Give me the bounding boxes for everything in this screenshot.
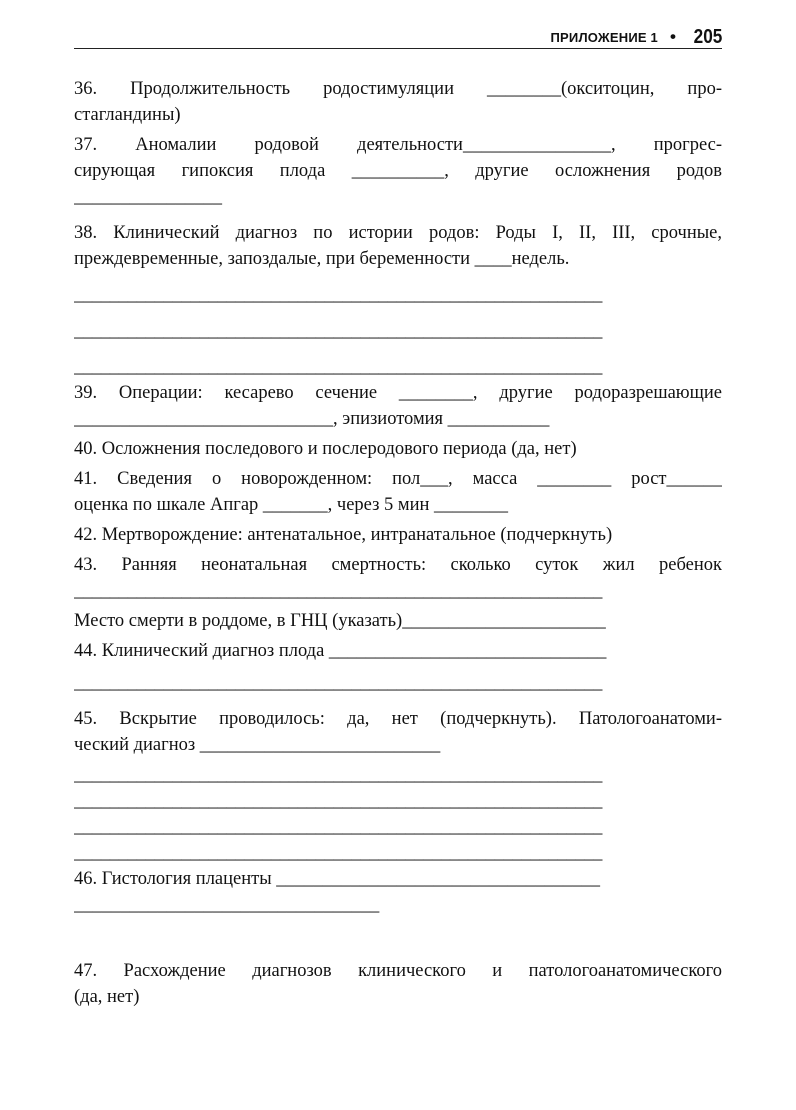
item-37-blank: ________________ bbox=[74, 187, 222, 207]
item-45-blank-2: ___________________________________________________________ bbox=[74, 791, 603, 811]
item-47 bbox=[74, 958, 722, 1010]
item-37-line-1: 37. Аномалии родовой деятельности________________, прогрес- bbox=[74, 135, 722, 155]
item-44-line-1: 44. Клинический диагноз плода ______________________________ bbox=[74, 641, 607, 661]
item-37-line-2: сирующая гипоксия плода __________, другие осложнения родов bbox=[74, 161, 722, 181]
item-39-line-2: ____________________________, эпизиотомия ___________ bbox=[74, 409, 550, 429]
item-42 bbox=[74, 522, 722, 548]
item-45-blank-4: ___________________________________________________________ bbox=[74, 843, 603, 863]
running-header bbox=[74, 26, 722, 48]
item-45-line-1: 45. Вскрытие проводилось: да, нет (подчеркнуть). Патологоанатоми- bbox=[74, 709, 722, 729]
item-40 bbox=[74, 436, 722, 462]
item-39 bbox=[74, 380, 722, 432]
item-46 bbox=[74, 866, 722, 918]
item-42-line-1: 42. Мертворождение: антенатальное, интранатальное (подчеркнуть) bbox=[74, 525, 613, 545]
item-45-blank-3: ___________________________________________________________ bbox=[74, 817, 603, 837]
item-45-line-2: ческий диагноз __________________________ bbox=[74, 735, 441, 755]
item-45 bbox=[74, 706, 722, 866]
item-46-line-1: 46. Гистология плаценты ___________________________________ bbox=[74, 869, 601, 889]
item-38-line-2: преждевременные, запоздалые, при беременности ____недель. bbox=[74, 249, 570, 269]
item-43-line-1: 43. Ранняя неонатальная смертность: сколько суток жил ребенок bbox=[74, 555, 722, 575]
item-38-blank-1: ___________________________________________________________ bbox=[74, 285, 603, 305]
item-47-line-2: (да, нет) bbox=[74, 987, 140, 1007]
header-separator: • bbox=[670, 27, 676, 46]
item-47-line-1: 47. Расхождение диагнозов клинического и патологоанатомического bbox=[74, 961, 722, 981]
item-40-line-1: 40. Осложнения последового и послеродового периода (да, нет) bbox=[74, 439, 577, 459]
item-43-blank: ___________________________________________________________ bbox=[74, 581, 603, 601]
item-44 bbox=[74, 638, 722, 696]
item-38-blank-3: ___________________________________________________________ bbox=[74, 357, 603, 377]
item-41-line-1: 41. Сведения о новорожденном: пол___, масса ________ рост______ bbox=[74, 469, 722, 489]
form-body bbox=[74, 76, 722, 1010]
item-36 bbox=[74, 76, 722, 128]
page-number: 205 bbox=[693, 26, 722, 48]
item-45-blank-1: ___________________________________________________________ bbox=[74, 765, 603, 785]
item-36-line-1: 36. Продолжительность родостимуляции ________(окситоцин, про- bbox=[74, 79, 722, 99]
item-38 bbox=[74, 220, 722, 380]
item-37 bbox=[74, 132, 722, 210]
item-38-blank-2: ___________________________________________________________ bbox=[74, 321, 603, 341]
item-44-blank: ___________________________________________________________ bbox=[74, 673, 603, 693]
item-41-line-2: оценка по шкале Апгар _______, через 5 мин ________ bbox=[74, 495, 509, 515]
item-43 bbox=[74, 552, 722, 634]
header-rule bbox=[74, 48, 722, 49]
item-39-line-1: 39. Операции: кесарево сечение ________, другие родоразрешающие bbox=[74, 383, 722, 403]
item-36-line-2: стагландины) bbox=[74, 105, 181, 125]
item-41 bbox=[74, 466, 722, 518]
item-38-line-1: 38. Клинический диагноз по истории родов: Роды I, II, III, срочные, bbox=[74, 223, 722, 243]
item-46-blank: _________________________________ bbox=[74, 895, 380, 915]
item-43-line-2: Место смерти в роддоме, в ГНЦ (указать)______________________ bbox=[74, 611, 606, 631]
section-label: ПРИЛОЖЕНИЕ 1 bbox=[550, 30, 658, 45]
